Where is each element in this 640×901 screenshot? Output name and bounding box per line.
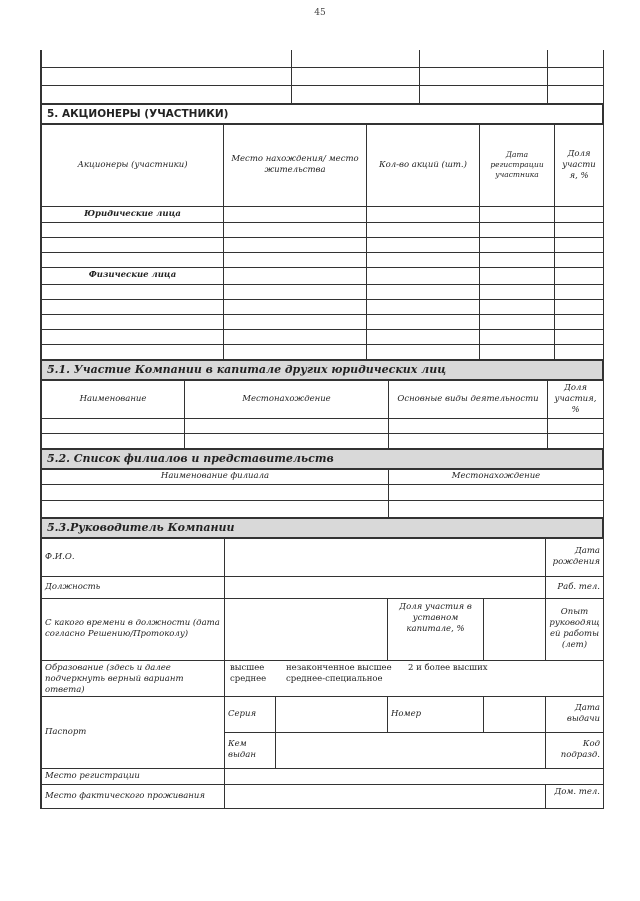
header-name: Наименование: [42, 380, 185, 418]
education-label: Образование (здесь и далее подчеркнуть верный вариант ответа): [42, 660, 225, 696]
page-number: 45: [314, 8, 326, 18]
cell[interactable]: [224, 237, 367, 252]
cell[interactable]: [480, 206, 555, 222]
residence-input[interactable]: [225, 784, 546, 808]
cell[interactable]: [480, 267, 555, 284]
since-label: С какого времени в должности (дата согласно Решению/Протоколу): [42, 598, 225, 660]
fio-input[interactable]: [225, 538, 546, 576]
cell[interactable]: [42, 484, 389, 500]
cell[interactable]: [367, 222, 480, 237]
cell[interactable]: [224, 206, 367, 222]
cell[interactable]: [42, 500, 389, 517]
position-label: Должность: [42, 576, 225, 598]
cell[interactable]: [42, 67, 292, 85]
header-activity: Основные виды деятельности: [389, 380, 548, 418]
cell[interactable]: [480, 344, 555, 359]
cell[interactable]: [224, 314, 367, 329]
branches-table: [41, 469, 604, 518]
cell[interactable]: [42, 252, 224, 267]
issue-date-label: Дата выдачи: [546, 696, 604, 732]
cell[interactable]: [42, 85, 292, 103]
cell[interactable]: [480, 299, 555, 314]
edu-higher-option[interactable]: высшее: [230, 662, 265, 673]
header-branch: Наименование филиала: [42, 469, 389, 484]
header-shareholders: Акционеры (участники): [42, 124, 224, 206]
cell[interactable]: [480, 284, 555, 299]
header-registration-date: Дата регистрации участника: [480, 124, 555, 206]
cell[interactable]: [555, 344, 604, 359]
cell[interactable]: [224, 344, 367, 359]
cell[interactable]: [548, 67, 604, 85]
cell[interactable]: [292, 85, 420, 103]
cell[interactable]: [420, 50, 548, 67]
section-5-title: 5. АКЦИОНЕРЫ (УЧАСТНИКИ): [41, 104, 603, 124]
cell[interactable]: [224, 329, 367, 344]
cell[interactable]: [367, 299, 480, 314]
company-participation-table: [41, 380, 604, 449]
section-5-2-title: 5.2. Список филиалов и представительств: [41, 449, 603, 469]
cell[interactable]: [555, 237, 604, 252]
cell[interactable]: [480, 329, 555, 344]
since-input[interactable]: [225, 598, 388, 660]
cell[interactable]: [555, 267, 604, 284]
header-location: Местонахождение: [389, 469, 604, 484]
cell[interactable]: [224, 299, 367, 314]
cell[interactable]: [548, 85, 604, 103]
header-share-pct: Доля участи я, %: [555, 124, 604, 206]
section-5-1-title: 5.1. Участие Компании в капитале других юридических лиц: [41, 360, 603, 380]
cell[interactable]: [42, 344, 224, 359]
shareholders-table: [41, 124, 604, 360]
cell[interactable]: [480, 222, 555, 237]
cell[interactable]: [367, 267, 480, 284]
fio-label: Ф.И.О.: [42, 538, 225, 576]
questionnaire-form: [40, 50, 604, 809]
cell[interactable]: [367, 329, 480, 344]
series-input[interactable]: [276, 696, 388, 732]
position-input[interactable]: [225, 576, 546, 598]
edu-two-option[interactable]: 2 и более высших: [408, 662, 488, 673]
cell[interactable]: [292, 50, 420, 67]
cell[interactable]: [224, 284, 367, 299]
cell[interactable]: [548, 418, 604, 433]
cell[interactable]: [42, 418, 185, 433]
previous-section-table: [41, 50, 604, 104]
issued-by-label: Кем выдан: [225, 732, 276, 768]
cell[interactable]: [224, 252, 367, 267]
header-location: Место нахождения/ место жительства: [224, 124, 367, 206]
individuals-label: Физические лица: [42, 267, 224, 284]
cell[interactable]: [389, 500, 604, 517]
edu-secondary-option[interactable]: среднее: [230, 673, 267, 684]
cell[interactable]: [185, 433, 389, 448]
cell[interactable]: [367, 344, 480, 359]
cell[interactable]: [42, 284, 224, 299]
cell[interactable]: [185, 418, 389, 433]
number-input[interactable]: [484, 696, 546, 732]
capital-share-label: Доля участия в уставном капитале, %: [388, 598, 484, 660]
cell[interactable]: [367, 284, 480, 299]
cell[interactable]: [480, 252, 555, 267]
cell[interactable]: [420, 67, 548, 85]
cell[interactable]: [555, 252, 604, 267]
company-head-table: [41, 538, 604, 809]
birth-date-label: Дата рождения: [546, 538, 604, 576]
cell[interactable]: [420, 85, 548, 103]
cell[interactable]: [555, 314, 604, 329]
issued-by-input[interactable]: [276, 732, 546, 768]
cell[interactable]: [389, 433, 548, 448]
cell[interactable]: [555, 299, 604, 314]
cell[interactable]: [42, 50, 292, 67]
cell[interactable]: [367, 252, 480, 267]
header-location: Местонахождение: [185, 380, 389, 418]
dept-code-label: Код подразд.: [546, 732, 604, 768]
cell[interactable]: [548, 50, 604, 67]
cell[interactable]: [548, 433, 604, 448]
home-phone-label: Дом. тел.: [546, 784, 604, 808]
cell[interactable]: [555, 284, 604, 299]
cell[interactable]: [42, 314, 224, 329]
legal-entities-label: Юридические лица: [42, 206, 224, 222]
cell[interactable]: [42, 433, 185, 448]
cell[interactable]: [555, 206, 604, 222]
header-shares: Кол-во акций (шт.): [367, 124, 480, 206]
cell[interactable]: [42, 299, 224, 314]
cell[interactable]: [367, 314, 480, 329]
cell[interactable]: [480, 237, 555, 252]
cell[interactable]: [292, 67, 420, 85]
header-share-pct: Доля участия, %: [548, 380, 604, 418]
cell[interactable]: [480, 314, 555, 329]
passport-label: Паспорт: [42, 696, 225, 768]
cell[interactable]: [367, 237, 480, 252]
section-5-3-title: 5.3.Руководитель Компании: [41, 518, 603, 538]
cell[interactable]: [42, 329, 224, 344]
registration-label: Место регистрации: [42, 768, 225, 784]
cell[interactable]: [555, 329, 604, 344]
cell[interactable]: [389, 418, 548, 433]
education-options: [225, 660, 604, 696]
experience-label: Опыт руководящ ей работы (лет): [546, 598, 604, 660]
work-phone-label: Раб. тел.: [546, 576, 604, 598]
edu-unfinished-option[interactable]: незаконченное высшее: [286, 662, 392, 673]
number-label: Номер: [388, 696, 484, 732]
edu-special-option[interactable]: среднее-специальное: [286, 673, 383, 684]
residence-label: Место фактического проживания: [42, 784, 225, 808]
cell[interactable]: [42, 237, 224, 252]
cell[interactable]: [42, 222, 224, 237]
cell[interactable]: [224, 222, 367, 237]
cell[interactable]: [367, 206, 480, 222]
capital-share-input[interactable]: [484, 598, 546, 660]
series-label: Серия: [225, 696, 276, 732]
registration-input[interactable]: [225, 768, 604, 784]
cell[interactable]: [555, 222, 604, 237]
cell[interactable]: [224, 267, 367, 284]
cell[interactable]: [389, 484, 604, 500]
